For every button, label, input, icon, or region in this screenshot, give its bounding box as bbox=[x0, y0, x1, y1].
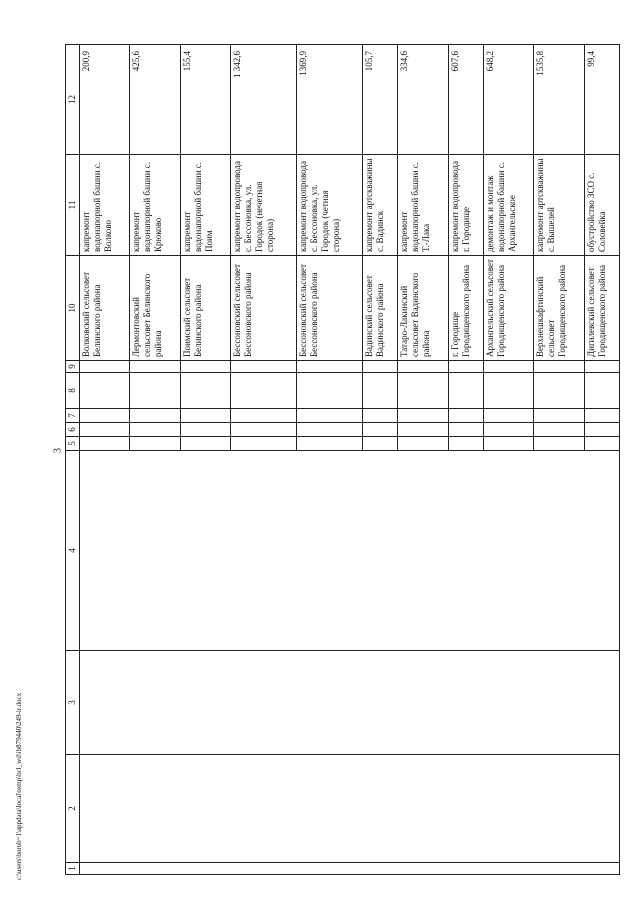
work-cell: капремонт водонапорной башни с. Поим bbox=[180, 155, 230, 256]
municipality-cell: Татаро-Лакинский сельсовет Вадинского района bbox=[398, 256, 448, 361]
municipality-cell: Архангельский сельсовет Городищенского района bbox=[483, 256, 533, 361]
amount-cell: 200,9 bbox=[80, 45, 130, 155]
col-header-5: 5 bbox=[66, 437, 80, 451]
col-header-4: 4 bbox=[66, 451, 80, 651]
municipality-cell: Лермонтовский сельсовет Белинского района bbox=[130, 256, 180, 361]
amount-cell: 334,6 bbox=[398, 45, 448, 155]
amount-cell: 99,4 bbox=[584, 45, 619, 155]
amount-cell: 1 342,6 bbox=[231, 45, 297, 155]
municipality-cell: Бессоновский сельсовет Бессоновского района bbox=[297, 256, 363, 361]
municipality-cell: г. Городище Городищенского района bbox=[448, 256, 483, 361]
table-row bbox=[80, 45, 130, 875]
amount-cell: 607,6 bbox=[448, 45, 483, 155]
work-cell: капремонт водопровода с. Бессоновка, ул. Городок (четная сторона) bbox=[297, 155, 363, 256]
col-header-7: 7 bbox=[66, 409, 80, 423]
col-header-11: 11 bbox=[66, 155, 80, 256]
budget-table bbox=[65, 44, 620, 875]
work-cell: капремонт водонапорной башни с. Крюково bbox=[130, 155, 180, 256]
work-cell: капремонт водопровода с. Бессоновка, ул. Городок (нечетная сторона) bbox=[231, 155, 297, 256]
amount-cell: 155,4 bbox=[180, 45, 230, 155]
work-cell: капремонт водопровода г. Городище bbox=[448, 155, 483, 256]
col-header-3: 3 bbox=[66, 651, 80, 755]
municipality-cell: Вадинский сельсовет Вадинского района bbox=[363, 256, 398, 361]
col-header-10: 10 bbox=[66, 256, 80, 361]
work-cell: обустройство ЗСО с. Соловейка bbox=[584, 155, 619, 256]
rotated-sheet bbox=[65, 45, 620, 875]
work-cell: капремонт артскважины с. Вышелей bbox=[534, 155, 584, 256]
col-header-12: 12 bbox=[66, 45, 80, 155]
work-cell: капремонт водонапорной башни с. Т.-Лака bbox=[398, 155, 448, 256]
col-header-6: 6 bbox=[66, 423, 80, 437]
municipality-cell: Бессоновский сельсовет Бессоновского района bbox=[231, 256, 297, 361]
amount-cell: 1369,9 bbox=[297, 45, 363, 155]
work-cell: капремонт водонапорной башни с. Волково bbox=[80, 155, 130, 256]
footer-file-path: c:\users\borob~1\appdata\local\temp\bcl_wd\ib879440\249-ir.docx bbox=[15, 692, 23, 880]
col-header-1: 1 bbox=[66, 863, 80, 875]
col-header-8: 8 bbox=[66, 373, 80, 409]
amount-cell: 1535,8 bbox=[534, 45, 584, 155]
municipality-cell: Верхнешкафтинский сельсовет Городищенского района bbox=[534, 256, 584, 361]
amount-cell: 105,7 bbox=[363, 45, 398, 155]
work-cell: капремонт артскважины с. Вадинск bbox=[363, 155, 398, 256]
amount-cell: 648,2 bbox=[483, 45, 533, 155]
municipality-cell: Поимский сельсовет Белинского района bbox=[180, 256, 230, 361]
municipality-cell: Дигилевский сельсовет Городищенского района bbox=[584, 256, 619, 361]
page-number: 3 bbox=[52, 448, 64, 453]
col-header-9: 9 bbox=[66, 361, 80, 373]
work-cell: демонтаж и монтаж водонапорной башни с. Архангельское bbox=[483, 155, 533, 256]
municipality-cell: Волковский сельсовет Белинского района bbox=[80, 256, 130, 361]
header-row bbox=[66, 45, 80, 875]
col-header-2: 2 bbox=[66, 755, 80, 863]
amount-cell: 425,6 bbox=[130, 45, 180, 155]
